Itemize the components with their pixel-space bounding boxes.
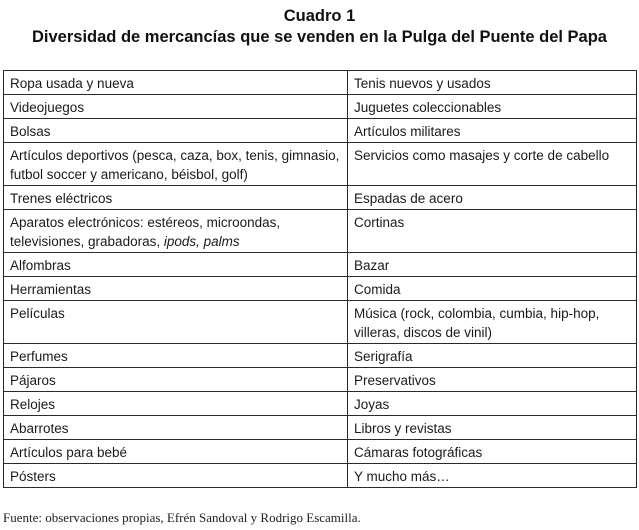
table-row <box>4 344 637 368</box>
cell-left: Pájaros <box>4 368 348 392</box>
cell-left: Artículos para bebé <box>4 440 348 464</box>
table-row <box>4 464 637 488</box>
table-row <box>4 440 637 464</box>
table-row <box>4 210 637 253</box>
cell-left: Ropa usada y nueva <box>4 71 348 95</box>
cell-left <box>4 210 348 253</box>
cell-right: Serigrafía <box>348 344 637 368</box>
cell-left-text: Aparatos electrónicos: estéreos, microondas, televisiones, grabadoras, <box>10 215 281 249</box>
cell-right: Tenis nuevos y usados <box>348 71 637 95</box>
cell-left-italic: ipods, palms <box>163 234 240 249</box>
cell-right: Libros y revistas <box>348 416 637 440</box>
cell-right: Espadas de acero <box>348 186 637 210</box>
cell-left: Herramientas <box>4 277 348 301</box>
table-row <box>4 416 637 440</box>
cell-right: Música (rock, colombia, cumbia, hip-hop, villeras, discos de vinil) <box>348 301 637 344</box>
table-row <box>4 301 637 344</box>
cell-left: Videojuegos <box>4 95 348 119</box>
table-row <box>4 392 637 416</box>
cell-right: Servicios como masajes y corte de cabello <box>348 143 637 186</box>
table-row <box>4 71 637 95</box>
cell-left: Películas <box>4 301 348 344</box>
table-row <box>4 277 637 301</box>
cell-right: Artículos militares <box>348 119 637 143</box>
cell-right: Bazar <box>348 253 637 277</box>
cell-right: Preservativos <box>348 368 637 392</box>
table-row <box>4 95 637 119</box>
table-title: Diversidad de mercancías que se venden en la Pulga del Puente del Papa <box>32 28 607 46</box>
cell-left: Perfumes <box>4 344 348 368</box>
table-row <box>4 143 637 186</box>
table-row <box>4 186 637 210</box>
cell-right: Cortinas <box>348 210 637 253</box>
cell-left: Bolsas <box>4 119 348 143</box>
cell-right: Juguetes coleccionables <box>348 95 637 119</box>
table-row <box>4 119 637 143</box>
table-row <box>4 253 637 277</box>
cell-right: Joyas <box>348 392 637 416</box>
cell-left: Trenes eléctricos <box>4 186 348 210</box>
cell-left: Alfombras <box>4 253 348 277</box>
cell-left: Pósters <box>4 464 348 488</box>
cell-left: Artículos deportivos (pesca, caza, box, tenis, gimnasio, futbol soccer y americano, béisbol, golf) <box>4 143 348 186</box>
table-row <box>4 368 637 392</box>
cell-left: Relojes <box>4 392 348 416</box>
cell-left: Abarrotes <box>4 416 348 440</box>
merchandise-table <box>3 70 637 488</box>
cell-right: Comida <box>348 277 637 301</box>
cell-right: Y mucho más… <box>348 464 637 488</box>
cell-right: Cámaras fotográficas <box>348 440 637 464</box>
table-label: Cuadro 1 <box>283 7 356 25</box>
source-footnote: Fuente: observaciones propias, Efrén Sandoval y Rodrigo Escamilla. <box>3 510 361 525</box>
table-header <box>0 6 639 48</box>
